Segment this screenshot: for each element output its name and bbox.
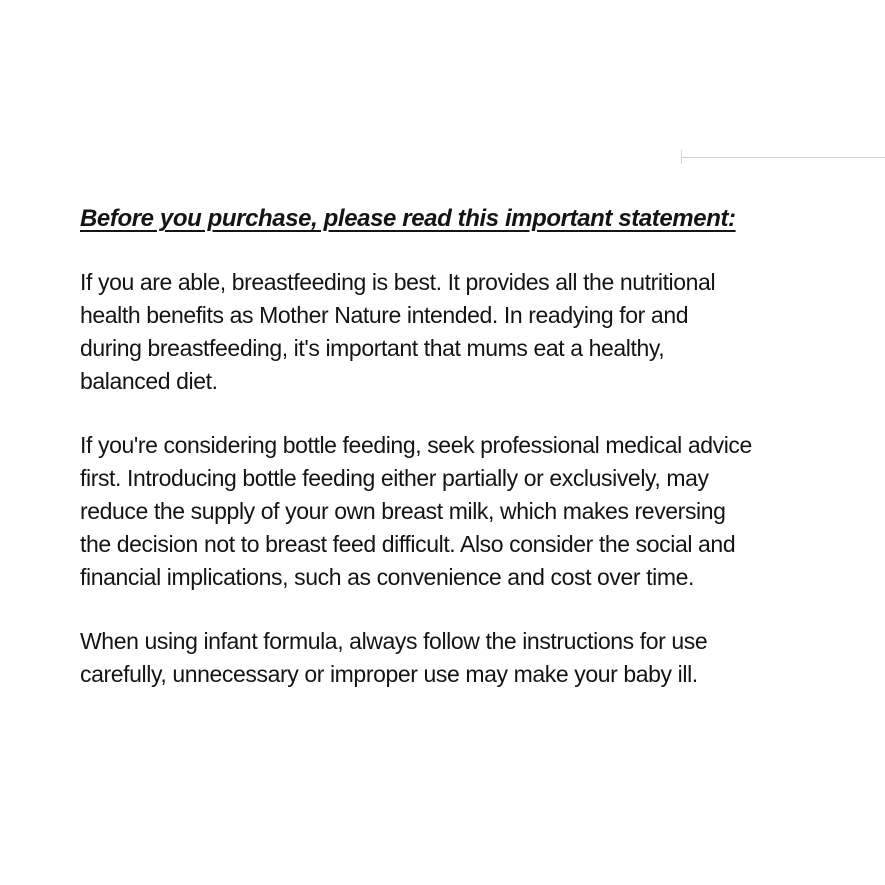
text-line: When using infant formula, always follow the instructions for use <box>80 628 708 654</box>
text-line: first. Introducing bottle feeding either partially or exclusively, may <box>80 465 709 491</box>
paragraph-bottle-feeding-advice <box>80 429 870 594</box>
partial-table-border-line <box>681 157 885 158</box>
text-line: carefully, unnecessary or improper use may make your baby ill. <box>80 661 698 687</box>
text-line: If you're considering bottle feeding, seek professional medical advice <box>80 432 752 458</box>
paragraph-infant-formula-warning <box>80 625 870 691</box>
partial-table-border-tick <box>681 150 682 164</box>
text-line: during breastfeeding, it's important that mums eat a healthy, <box>80 335 665 361</box>
text-line: reduce the supply of your own breast milk, which makes reversing <box>80 498 726 524</box>
text-line: the decision not to breast feed difficult. Also consider the social and <box>80 531 736 557</box>
paragraph-breastfeeding-best <box>80 266 870 398</box>
text-line: financial implications, such as convenience and cost over time. <box>80 564 695 590</box>
statement-text-block <box>80 202 870 691</box>
text-line: health benefits as Mother Nature intended. In readying for and <box>80 302 689 328</box>
text-line: If you are able, breastfeeding is best. It provides all the nutritional <box>80 269 716 295</box>
text-line: balanced diet. <box>80 368 218 394</box>
statement-heading: Before you purchase, please read this important statement: <box>80 205 736 232</box>
